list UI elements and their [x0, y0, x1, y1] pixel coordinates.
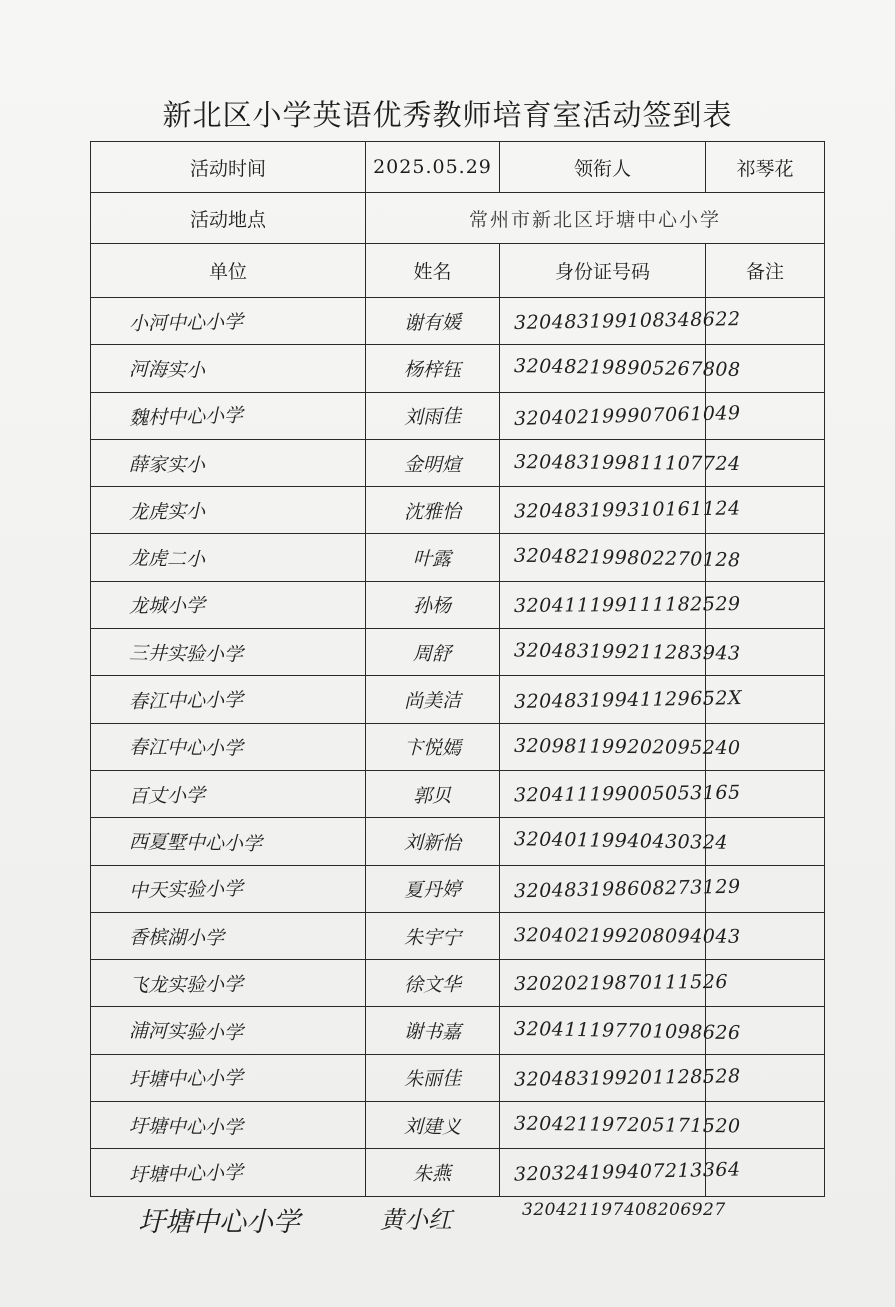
id-number-cell: [500, 818, 729, 865]
unit-text: 浦河实验小学: [128, 1020, 244, 1045]
column-header-unit: 单位: [91, 244, 366, 298]
table-row: [91, 770, 825, 817]
id-number-cell: [500, 392, 741, 439]
unit-cell: [91, 723, 366, 770]
unit-text: 小河中心小学: [128, 310, 244, 335]
id-number-cell: [500, 770, 741, 817]
unit-text: 春江中心小学: [128, 736, 244, 760]
column-header-remark: 备注: [706, 244, 825, 298]
unit-text: 河海实小: [128, 358, 206, 382]
name-cell: [366, 629, 500, 676]
name-text: 叶露: [413, 547, 452, 571]
name-text: 朱丽佳: [403, 1067, 462, 1091]
id-number-cell: [500, 298, 741, 345]
id-number-text: 320483199201128528: [513, 1065, 741, 1091]
signature-rows: [91, 298, 825, 1197]
extra-signature-row: [90, 1190, 824, 1242]
name-text: 刘新怡: [403, 831, 462, 855]
unit-cell: [91, 534, 366, 581]
name-cell: [366, 770, 500, 817]
name-text: 刘雨佳: [403, 405, 462, 429]
unit-text: 百丈小学: [128, 784, 206, 808]
table-row: [91, 629, 825, 676]
unit-cell: [91, 818, 366, 865]
id-number-cell: [500, 629, 741, 676]
id-number-cell: [500, 676, 743, 723]
id-number-cell: [500, 1007, 741, 1054]
id-number-text: 320402199907061049: [513, 401, 741, 430]
table-row: [91, 912, 825, 959]
name-cell: [366, 723, 500, 770]
name-cell: [366, 1054, 500, 1101]
table-row: [91, 1102, 825, 1149]
id-number-text: 320981199202095240: [513, 734, 741, 759]
id-number-text: 320411197701098626: [513, 1017, 741, 1044]
table-row: [91, 439, 825, 486]
id-number-text: 320411199111182529: [513, 592, 741, 617]
table-row: [91, 960, 825, 1007]
unit-text: 飞龙实验小学: [128, 973, 244, 997]
name-cell: [366, 912, 500, 959]
name-cell: [366, 298, 500, 345]
unit-text: 龙虎二小: [128, 547, 206, 571]
id-number-text: 32020219870111526: [513, 971, 729, 996]
sign-in-table: [90, 141, 825, 1197]
unit-cell: [91, 1102, 366, 1149]
name-text: 朱燕: [413, 1162, 452, 1186]
leader-label: 领衔人: [500, 142, 706, 193]
name-text: 朱宇宁: [403, 926, 462, 949]
extra-name: 黄小红: [380, 1206, 452, 1234]
id-number-cell: [500, 439, 741, 486]
unit-text: 中天实验小学: [128, 878, 244, 903]
unit-text: 薛家实小: [128, 453, 206, 476]
leader-name: 祁琴花: [706, 142, 825, 193]
id-number-cell: [500, 581, 741, 628]
column-header-name: 姓名: [366, 244, 500, 298]
name-text: 谢有媛: [403, 311, 462, 335]
id-number-cell: [500, 912, 741, 959]
name-cell: [366, 487, 500, 534]
name-cell: [366, 581, 500, 628]
id-number-cell: [500, 345, 741, 392]
id-number-cell: [500, 865, 741, 912]
table-row: [91, 534, 825, 581]
id-number-cell: [500, 960, 729, 1007]
id-number-cell: [500, 487, 741, 534]
name-text: 夏丹婷: [403, 878, 462, 902]
id-number-text: 320483199811107724: [513, 451, 741, 476]
name-cell: [366, 439, 500, 486]
name-text: 金明煊: [403, 453, 462, 476]
unit-text: 龙虎实小: [128, 500, 206, 524]
id-number-text: 320324199407213364: [513, 1158, 741, 1187]
unit-cell: [91, 392, 366, 439]
name-text: 卞悦嫣: [403, 737, 462, 760]
id-number-text: 320411199005053165: [513, 781, 741, 807]
id-number-text: 320482198905267808: [513, 355, 741, 382]
unit-cell: [91, 487, 366, 534]
name-text: 杨梓钰: [403, 358, 462, 382]
name-text: 孙杨: [413, 595, 452, 618]
name-text: 尚美洁: [403, 689, 462, 713]
unit-text: 春江中心小学: [128, 689, 244, 714]
id-number-text: 320483199108348622: [513, 308, 741, 335]
id-number-text: 320483198608273129: [513, 875, 741, 903]
id-number-cell: [500, 1054, 741, 1101]
place-label: 活动地点: [91, 193, 366, 244]
table-row: [91, 487, 825, 534]
header-row-time: [91, 142, 825, 193]
header-row-place: [91, 193, 825, 244]
unit-cell: [91, 298, 366, 345]
id-number-cell: [500, 534, 741, 581]
name-cell: [366, 865, 500, 912]
time-label: 活动时间: [91, 142, 366, 193]
name-cell: [366, 818, 500, 865]
unit-cell: [91, 912, 366, 959]
id-number-text: 320402199208094043: [513, 924, 741, 948]
table-row: [91, 723, 825, 770]
name-text: 刘建义: [403, 1115, 462, 1139]
unit-text: 西夏墅中心小学: [128, 830, 263, 856]
table-row: [91, 581, 825, 628]
name-cell: [366, 1007, 500, 1054]
table-row: [91, 1007, 825, 1054]
name-cell: [366, 960, 500, 1007]
unit-text: 龙城小学: [128, 595, 206, 618]
unit-text: 圩塘中心小学: [128, 1161, 244, 1187]
id-number-text: 320482199802270128: [513, 544, 741, 571]
unit-text: 圩塘中心小学: [128, 1114, 244, 1139]
unit-cell: [91, 345, 366, 392]
unit-cell: [91, 960, 366, 1007]
unit-cell: [91, 581, 366, 628]
page-title: 新北区小学英语优秀教师培育室活动签到表: [162, 98, 733, 132]
extra-unit: 圩塘中心小学: [138, 1207, 300, 1238]
table-row: [91, 865, 825, 912]
activity-date: 2025.05.29: [366, 142, 500, 193]
id-number-cell: [500, 1102, 741, 1149]
table-row: [91, 298, 825, 345]
unit-cell: [91, 1007, 366, 1054]
table-row: [91, 676, 825, 723]
id-number-text: 320483199211283943: [513, 639, 741, 665]
unit-text: 香槟湖小学: [128, 926, 225, 949]
name-text: 周舒: [413, 642, 452, 665]
name-cell: [366, 676, 500, 723]
extra-id: 320421197408206927: [522, 1200, 726, 1220]
id-number-text: 32040119940430324: [513, 828, 729, 855]
name-text: 谢书嘉: [403, 1020, 462, 1044]
table-row: [91, 392, 825, 439]
name-text: 徐文华: [403, 973, 462, 997]
unit-cell: [91, 1054, 366, 1101]
table-row: [91, 345, 825, 392]
column-header-id: 身份证号码: [500, 244, 706, 298]
id-number-text: 32048319941129652X: [513, 686, 743, 713]
id-number-text: 320483199310161124: [513, 497, 741, 523]
unit-cell: [91, 770, 366, 817]
name-cell: [366, 1102, 500, 1149]
unit-text: 圩塘中心小学: [128, 1067, 244, 1092]
table-row: [91, 1054, 825, 1101]
unit-text: 魏村中心小学: [128, 404, 244, 430]
name-cell: [366, 345, 500, 392]
activity-place: 常州市新北区圩塘中心小学: [366, 193, 825, 244]
name-cell: [366, 534, 500, 581]
unit-cell: [91, 439, 366, 486]
id-number-text: 320421197205171520: [513, 1112, 741, 1138]
unit-cell: [91, 629, 366, 676]
unit-cell: [91, 865, 366, 912]
table-row: [91, 818, 825, 865]
name-cell: [366, 392, 500, 439]
column-header-row: [91, 244, 825, 298]
name-text: 沈雅怡: [403, 500, 462, 524]
unit-text: 三井实验小学: [128, 641, 244, 666]
name-text: 郭贝: [413, 784, 452, 807]
unit-cell: [91, 676, 366, 723]
id-number-cell: [500, 723, 741, 770]
